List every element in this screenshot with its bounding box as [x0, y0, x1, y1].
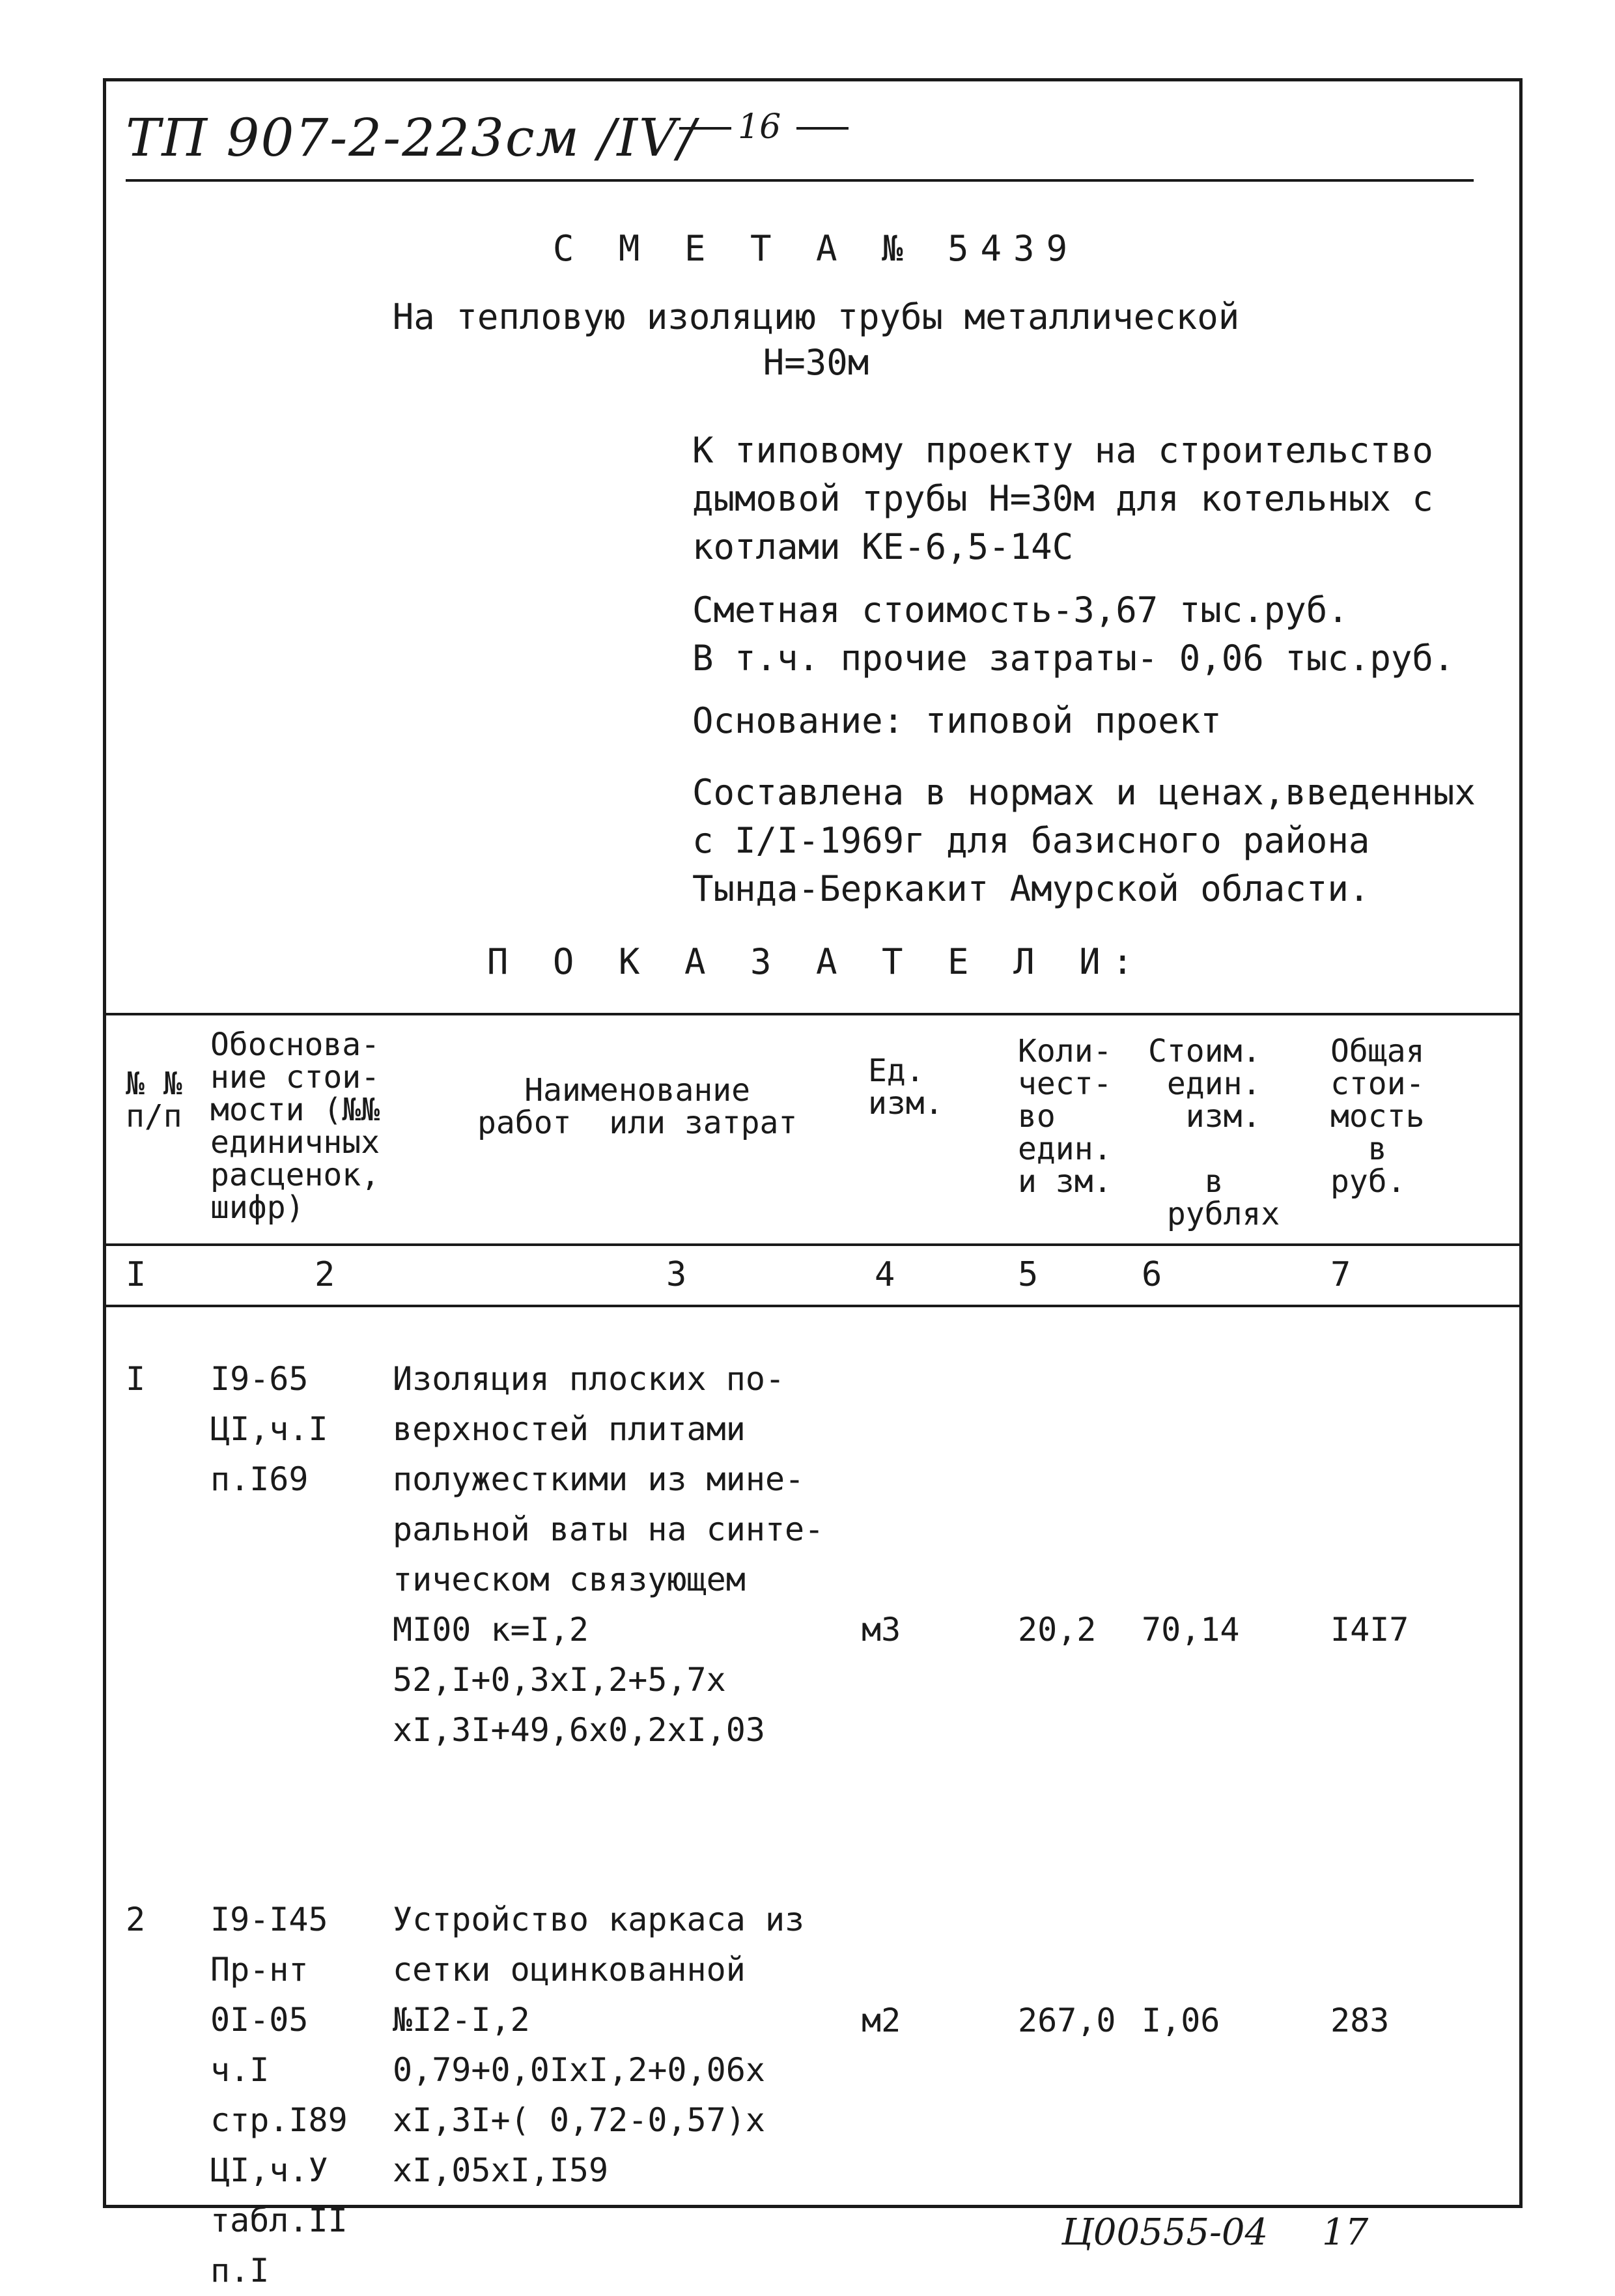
compiled-note — [692, 769, 1513, 913]
description-line: К типовому проекту на строительство — [692, 430, 1433, 471]
cost-summary — [692, 586, 1513, 683]
description-line: котлами КЕ-6,5-14С — [692, 526, 1074, 567]
row-number: 2 — [126, 1901, 146, 1938]
column-number: 2 — [315, 1255, 335, 1294]
column-number: 5 — [1018, 1255, 1039, 1294]
estimate-subtitle-height: Н=30м — [763, 342, 869, 383]
footer-archive-code: Ц00555-04 — [1061, 2211, 1269, 2254]
basis-line: Основание: типовой проект — [692, 700, 1222, 741]
row-work-name: Изоляция плоских по- верхностей плитами полужесткими из мине- ральной ваты на синте- тическом связующем МI00 к=I,2 52,I+0,3хI,2+5,7х хI,3I+49,6х0,2хI,03 — [393, 1360, 824, 1749]
row-total-cost: 283 — [1330, 2002, 1390, 2039]
row-work-name: Устройство каркаса из сетки оцинкованной №I2-I,2 0,79+0,0IхI,2+0,06х хI,3I+( 0,72-0,57)х хI,05хI,I59 — [393, 1901, 805, 2189]
estimate-title: С М Е Т А № 5439 — [552, 228, 1080, 269]
footer-page-number: 17 — [1322, 2211, 1369, 2254]
row-total-cost: I4I7 — [1330, 1611, 1409, 1649]
row-basis: I9-65 ЦI,ч.I п.I69 — [210, 1360, 328, 1498]
cost-line: Сметная стоимость-3,67 тыс.руб. — [692, 589, 1349, 631]
header-unit-cost: Стоим. един. изм. в рублях — [1148, 1033, 1280, 1232]
header-basis: Обоснова- ние стои- мости (№№ единичных расценок, шифр) — [210, 1027, 380, 1226]
header-unit: Ед. изм. — [868, 1053, 944, 1122]
row-unit: м3 — [862, 1611, 901, 1649]
row-number: I — [126, 1360, 146, 1398]
page-dash-right — [796, 127, 849, 130]
column-number: 6 — [1142, 1255, 1162, 1294]
row-unit: м2 — [862, 2002, 901, 2039]
header-total-cost: Общая стои- мость в руб. — [1330, 1033, 1425, 1200]
page-number: 16 — [738, 107, 781, 147]
column-number: 7 — [1330, 1255, 1351, 1294]
column-number: 3 — [666, 1255, 687, 1294]
column-numbers-row — [106, 1243, 1519, 1307]
compiled-line: Тында-Беркакит Амурской области. — [692, 868, 1370, 909]
row-unit-cost: I,06 — [1142, 2002, 1220, 2039]
description-line: дымовой трубы Н=30м для котельных с — [692, 478, 1433, 519]
column-number: I — [126, 1255, 147, 1294]
header-work-name: Наименование работ или затрат — [477, 1072, 798, 1141]
stamp-code: ТП 907-2-223см /IV/ — [126, 107, 1474, 182]
column-number: 4 — [875, 1255, 895, 1294]
header-quantity: Коли- чест- во един. и зм. — [1018, 1033, 1112, 1200]
row-quantity: 267,0 — [1018, 2002, 1116, 2039]
row-basis: I9-I45 Пр-нт 0I-05 ч.I стр.I89 ЦI,ч.У табл.II п.I — [210, 1901, 348, 2289]
row-quantity: 20,2 — [1018, 1611, 1097, 1649]
estimate-subtitle: На тепловую изоляцию трубы металлической — [392, 296, 1240, 337]
project-description — [692, 427, 1513, 571]
compiled-line: с I/I-1969г для базисного района — [692, 820, 1370, 861]
row-unit-cost: 70,14 — [1142, 1611, 1240, 1649]
header-row-number: № № п/п — [126, 1066, 182, 1135]
page-dash-left — [679, 127, 731, 130]
cost-line: В т.ч. прочие затраты- 0,06 тыс.руб. — [692, 638, 1455, 679]
compiled-line: Составлена в нормах и ценах,введенных — [692, 772, 1476, 813]
indicators-heading: П О К А З А Т Е Л И: — [486, 941, 1145, 982]
